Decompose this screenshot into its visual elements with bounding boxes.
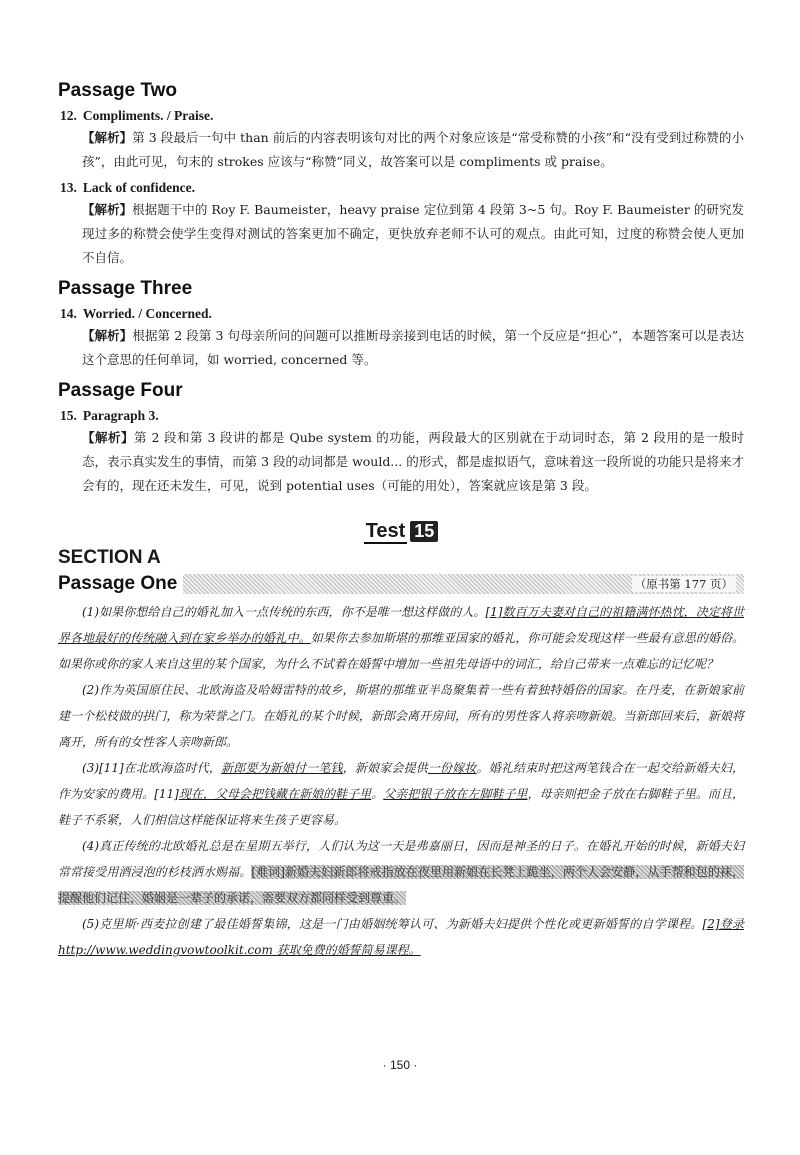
passage-paragraph-5 — [58, 911, 744, 963]
underlined-text: 现在，父母会把钱藏在新娘的鞋子里 — [178, 787, 372, 801]
passage-paragraph-2: (2)作为英国原住民、北欧海盗及哈姆雷特的故乡，斯堪的那维亚半岛聚集着一些有着独特婚俗的国家。在丹麦，在新娘家前建一个松枝做的拱门，称为荣誉之门。在婚礼的某个时候，新郎会离开房间，所有的男性客人将亲吻新娘。当新郎回来后，新娘将离开，所有的女性客人亲吻新郎。 — [58, 683, 744, 749]
paragraph-text: 如果你去参加斯堪的那维亚国家的婚礼，你可能会发现这样一些最有意思的婚俗。如果你或你的家人来自这里的某个国家，为什么不试着在婚誓中增加一些祖先母语中的词汇，给自己带来一点难忘的记忆呢？ — [58, 631, 744, 671]
paragraph-text: ，母亲则把金子放在右脚鞋子里。而且，鞋子不系紧，人们相信这样能保证将来生孩子更容易。 — [58, 787, 744, 827]
analysis-tag: 【解析】 — [82, 328, 133, 343]
passage-one-header — [58, 573, 744, 595]
passage-one-title: Passage One — [58, 573, 178, 594]
question-number: 14. — [60, 306, 77, 321]
paragraph-text: 。婚礼结束时把这两笔钱合在一起交给新婚夫妇，作为安家的费用。[11] — [58, 761, 744, 801]
shaded-note: [难词]新婚夫妇新郎将戒指放在夜里用新娘在长凳上跪坐，两个人会安静，从手帮和包的袜，提醒他们记住，婚姻是一辈子的承诺，需要双方都同样受到尊重。 — [58, 865, 744, 905]
underlined-text: 父亲把银子放在左脚鞋子里 — [383, 787, 528, 801]
question-15-answer — [60, 408, 744, 424]
header-pattern-bar — [183, 574, 744, 594]
question-13-analysis — [82, 198, 744, 270]
question-number: 15. — [60, 408, 77, 423]
question-12-answer — [60, 108, 744, 124]
answer-text: Compliments. / Praise. — [82, 108, 214, 123]
page-number: · 150 · — [382, 1058, 418, 1072]
answer-text: Worried. / Concerned. — [82, 306, 212, 321]
question-14-analysis — [82, 324, 744, 372]
analysis-tag: 【解析】 — [82, 130, 133, 145]
paragraph-text: (5)克里斯·西麦拉创建了最佳婚誓集锦，这是一门由婚姻统筹认可、为新婚夫妇提供个性化或更新婚誓的自学课程。 — [82, 917, 703, 931]
question-number: 12. — [60, 108, 77, 123]
paragraph-text: 。 — [371, 787, 384, 801]
analysis-text: 根据第 2 段第 3 句母亲所问的问题可以推断母亲接到电话的时候，第一个反应是“担心”，本题答案可以是表达这个意思的任何单词，如 worried, concerned 等。 — [82, 328, 744, 367]
passage-paragraph-4 — [58, 833, 744, 911]
analysis-tag: 【解析】 — [82, 430, 135, 445]
book-page-reference: （原书第 177 页） — [632, 576, 736, 592]
passage-three-title: Passage Three — [58, 278, 193, 299]
analysis-tag: 【解析】 — [82, 202, 133, 217]
section-a-title: SECTION A — [58, 547, 161, 568]
question-15-analysis — [82, 426, 744, 498]
answer-text: Lack of confidence. — [82, 180, 195, 195]
test-word: Test — [365, 520, 406, 542]
analysis-text: 第 3 段最后一句中 than 前后的内容表明该句对比的两个对象应该是“常受称赞的小孩”和“没有受到过称赞的小孩”，由此可见，句末的 strokes 应该与“称赞”同义，故答案可以是 compliments 或 praise。 — [82, 130, 744, 169]
underlined-text: 一份嫁妆 — [427, 761, 477, 775]
test-heading — [58, 520, 744, 543]
analysis-text: 第 2 段和第 3 段讲的都是 Qube system 的功能，两段最大的区别就在于动词时态，第 2 段用的是一般时态，表示真实发生的事情，而第 3 段的动词都是 would... 的形式，都是虚拟语气，意味着这一段所说的功能只是将来才会有的，现在还未发生，可见，说到 potential uses（可能的用处），答案就应该是第 3 段。 — [82, 430, 744, 493]
passage-four-section — [58, 380, 744, 498]
page-content — [58, 80, 744, 963]
analysis-text: 根据题干中的 Roy F. Baumeister，heavy praise 定位到第 4 段第 3~5 句。Roy F. Baumeister 的研究发现过多的称赞会使学生变得对测试的答案更加不确定，更快放弃老师不认可的观点。由此可知，过度的称赞会使人更加不自信。 — [82, 202, 744, 265]
paragraph-text: ，新娘家会提供 — [342, 761, 428, 775]
passage-three-section — [58, 278, 744, 372]
answer-text: Paragraph 3. — [82, 408, 159, 423]
question-12-analysis — [82, 126, 744, 174]
passage-paragraph-1 — [58, 599, 744, 677]
passage-paragraph-3 — [58, 755, 744, 833]
test-number-badge: 15 — [410, 521, 438, 542]
paragraph-text: (1)如果你想给自己的婚礼加入一点传统的东西，你不是唯一想这样做的人。 — [82, 605, 486, 619]
underlined-text: 新郎要为新娘付一笔钱 — [221, 761, 343, 775]
question-number: 13. — [60, 180, 77, 195]
passage-four-title: Passage Four — [58, 380, 183, 401]
passage-two-section — [58, 80, 744, 270]
question-14-answer — [60, 306, 744, 322]
underlined-text: [1]数百万夫妻对自己的祖籍满怀热忱，决定将世界各地最好的传统融入到在家乡举办的婚礼中。 — [58, 605, 744, 645]
question-13-answer — [60, 180, 744, 196]
underlined-text: [2]登录 http://www.weddingvowtoolkit.com 获取免费的婚誓简易课程。 — [58, 917, 744, 957]
paragraph-text: (3)[11]在北欧海盗时代， — [82, 761, 222, 775]
paragraph-text: (4)真正传统的北欧婚礼总是在星期五举行，人们认为这一天是弗嘉丽日，因而是神圣的日子。在婚礼开始的时候，新婚夫妇常常接受用酒浸泡的杉枝洒水赐福。 — [58, 839, 744, 879]
passage-two-title: Passage Two — [58, 80, 177, 101]
